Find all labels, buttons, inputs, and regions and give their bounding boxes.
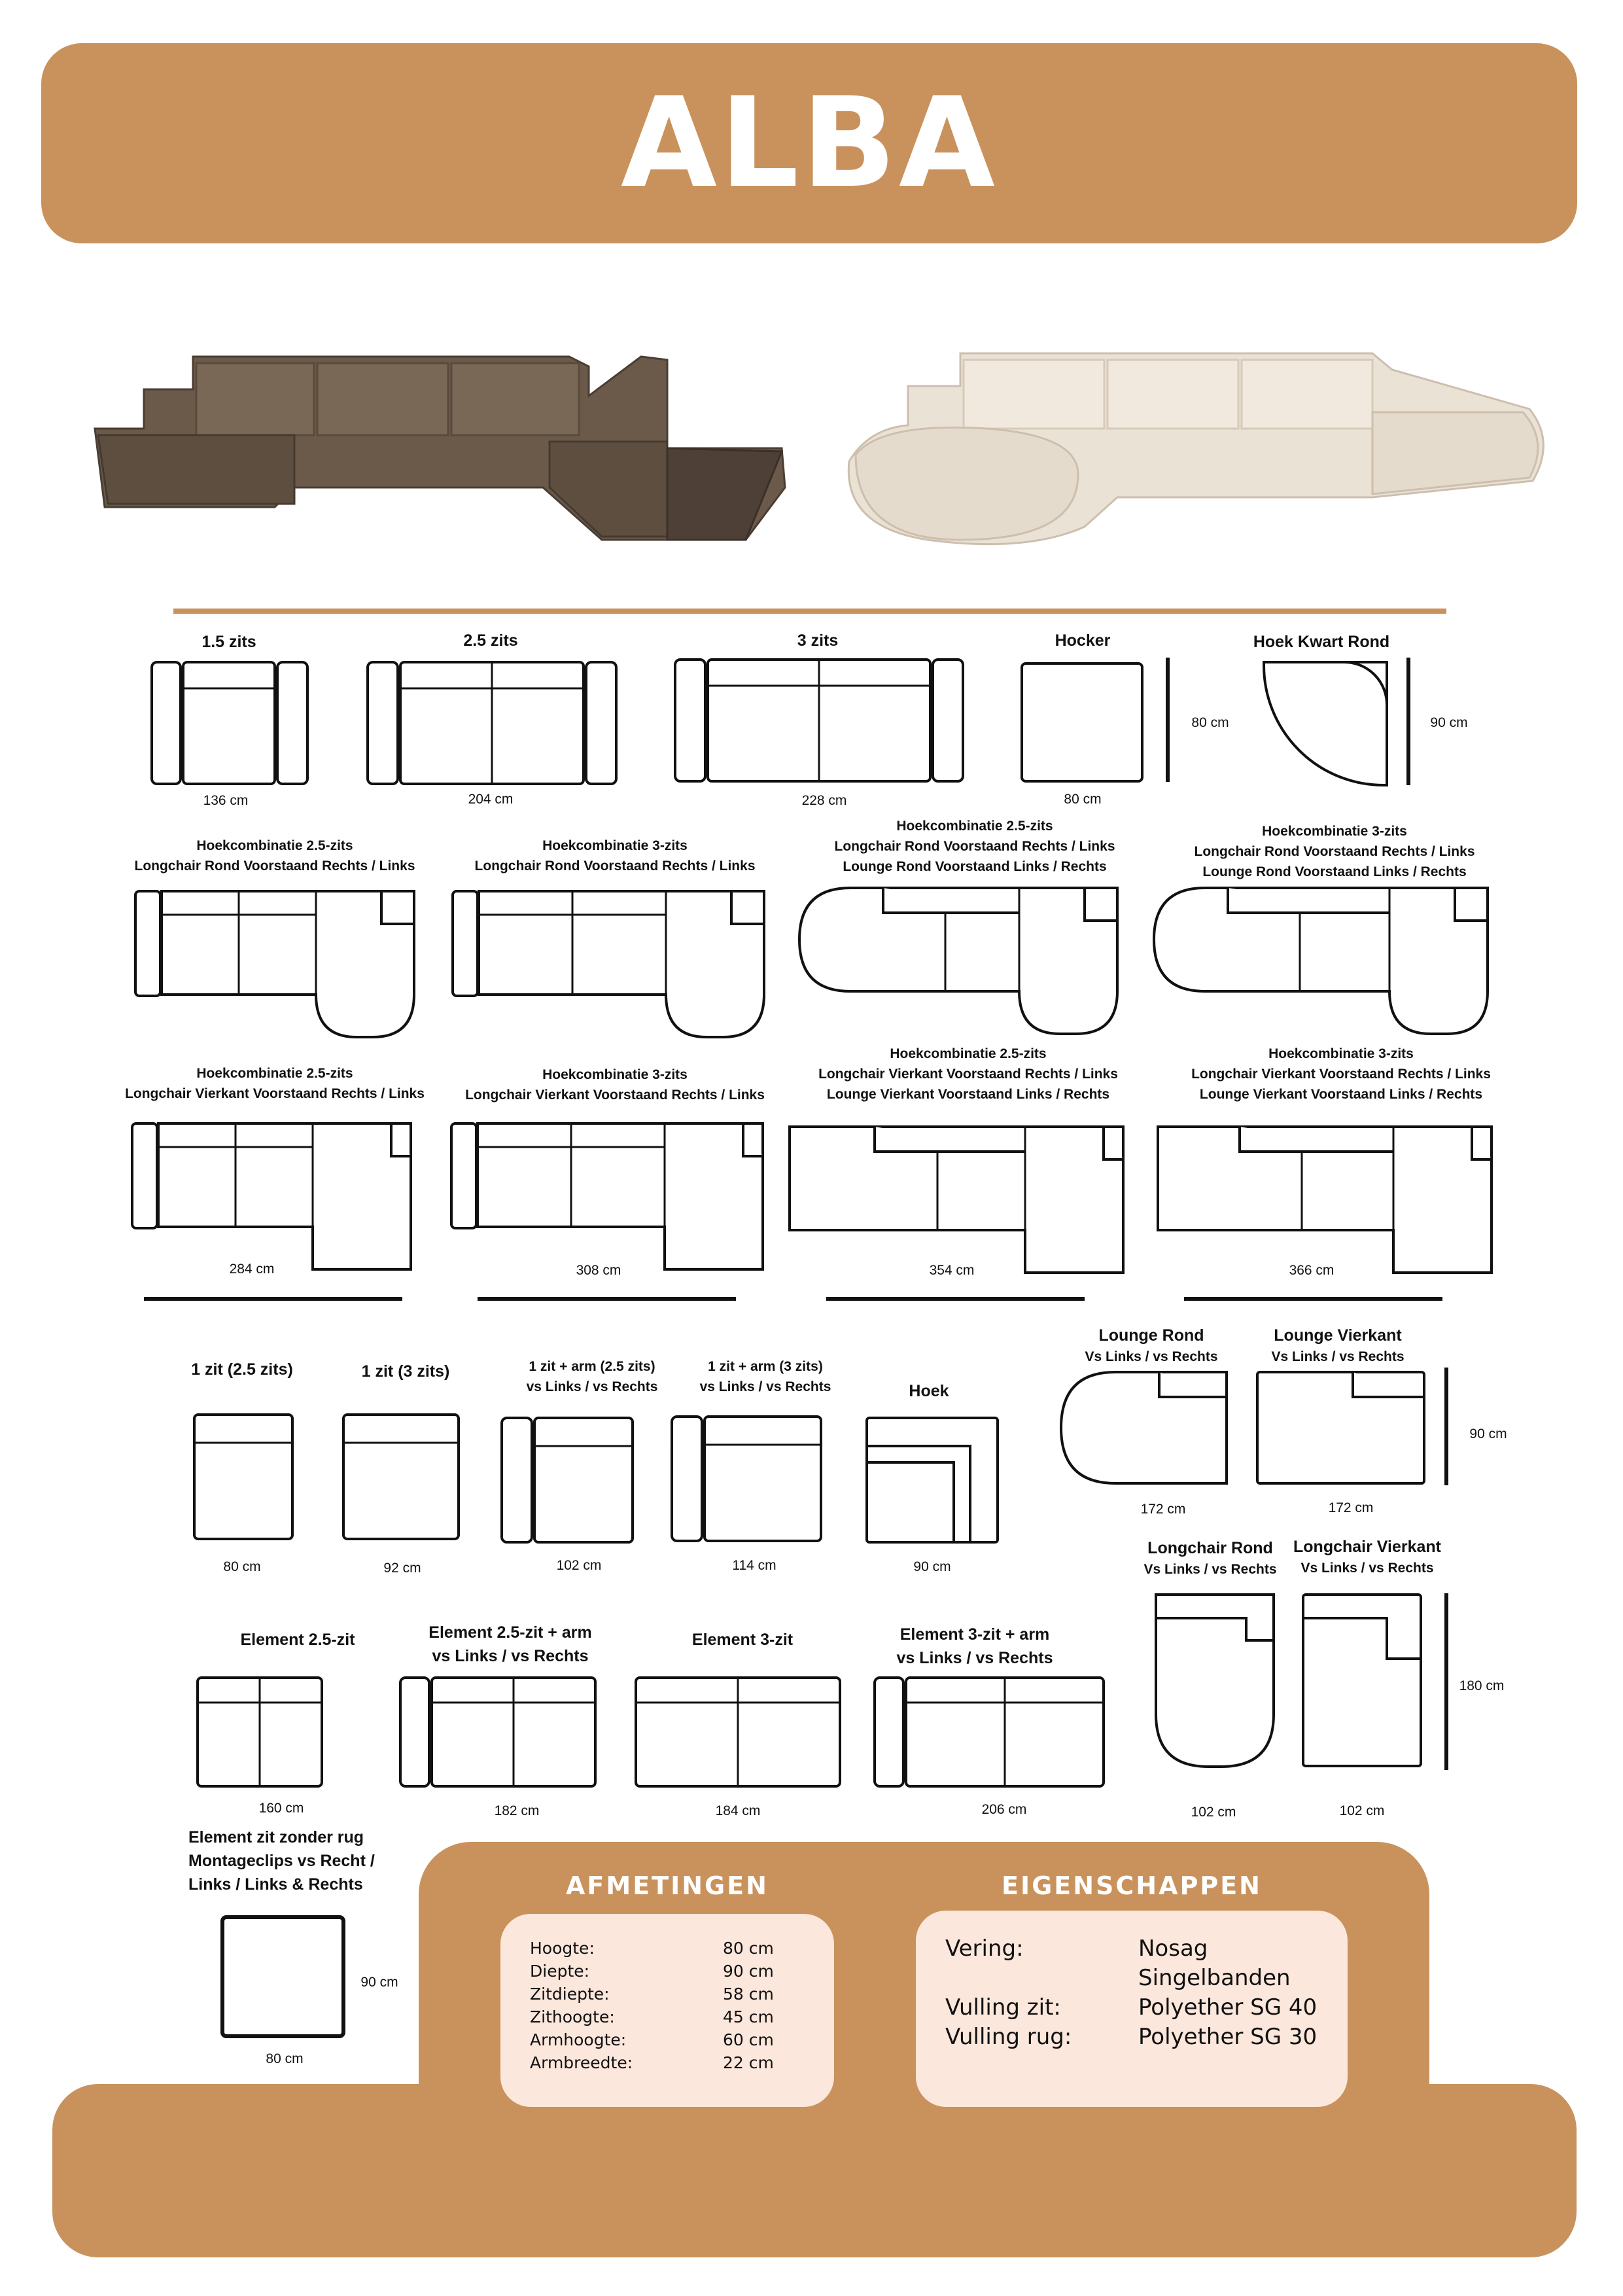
drawing-longchair-vierkant: [1302, 1593, 1426, 1773]
label-lounge-rond-sub: Vs Links / vs Rechts: [1085, 1349, 1218, 1364]
dim-hocker-depth: 80 cm: [1191, 715, 1229, 730]
label-element-2-5-arm: Element 2.5-zit + arm vs Links / vs Rechts: [428, 1623, 592, 1665]
eig-key-vering: Vering:: [945, 1935, 1024, 1962]
afm-val-zitdiepte: 58 cm: [723, 1985, 774, 2004]
label-element-3: Element 3-zit: [691, 1631, 794, 1649]
drawing-1-zit-2-5: [193, 1413, 298, 1544]
afm-val-diepte: 90 cm: [723, 1962, 774, 1981]
label-longchair-rond: Longchair Rond: [1147, 1539, 1273, 1557]
dimension-bar-284: [144, 1297, 402, 1301]
dim-160: 160 cm: [258, 1801, 304, 1816]
title-banner: [41, 43, 1577, 243]
drawing-hoek-3-lounge-vierkant: [1157, 1125, 1497, 1276]
label-row2-a: Hoekcombinatie 2.5-zits Longchair Rond Voorstaand Rechts / Links: [134, 838, 415, 874]
dim-zonder-rug-depth: 90 cm: [360, 1975, 398, 1990]
label-longchair-vierkant: Longchair Vierkant: [1293, 1538, 1441, 1556]
dim-206: 206 cm: [981, 1802, 1027, 1817]
drawing-3-zits: [674, 658, 968, 783]
label-lounge-rond: Lounge Rond: [1098, 1326, 1204, 1345]
afm-key-hoogte: Hoogte:: [530, 1939, 595, 1958]
product-photo-u-sofa: [92, 344, 808, 566]
label-lounge-vierkant: Lounge Vierkant: [1274, 1326, 1402, 1345]
label-row3-c: Hoekcombinatie 2.5-zits Longchair Vierkant Voorstaand Rechts / Links Lounge Vierkant Voorstaand Links / Rechts: [818, 1046, 1118, 1102]
dim-longchair-rond: 102 cm: [1191, 1805, 1236, 1820]
dim-80: 80 cm: [223, 1559, 261, 1574]
afm-val-armbreedte: 22 cm: [723, 2053, 774, 2072]
eig-key-vulling-rug: Vulling rug:: [945, 2024, 1072, 2050]
label-2-5-zits: 2.5 zits: [463, 631, 518, 650]
dim-hoek-90: 90 cm: [913, 1559, 951, 1574]
afm-key-armhoogte: Armhoogte:: [530, 2030, 627, 2049]
dim-308: 308 cm: [576, 1263, 621, 1278]
drawing-hoek-3-longchair-rond: [451, 890, 772, 1040]
drawing-element-zonder-rug: [221, 1916, 349, 2040]
afmetingen-title: AFMETINGEN: [566, 1871, 769, 1900]
dim-366: 366 cm: [1289, 1263, 1335, 1278]
drawing-lounge-vierkant: [1256, 1371, 1429, 1489]
label-row2-b: Hoekcombinatie 3-zits Longchair Rond Voorstaand Rechts / Links: [474, 838, 756, 874]
dimension-bar-308: [478, 1297, 736, 1301]
drawing-hoek-3-longchair-vierkant: [450, 1122, 771, 1273]
drawing-longchair-rond: [1155, 1593, 1279, 1773]
label-element-3-arm: Element 3-zit + arm vs Links / vs Rechts: [896, 1625, 1053, 1667]
eig-val-vering: Nosag: [1138, 1935, 1208, 1962]
label-3-zits: 3 zits: [797, 631, 839, 650]
label-hoek-kwart-rond: Hoek Kwart Rond: [1253, 633, 1390, 651]
dim-lounge-rond: 172 cm: [1140, 1502, 1186, 1517]
dim-lounge-depth: 90 cm: [1469, 1426, 1507, 1441]
label-row3-b: Hoekcombinatie 3-zits Longchair Vierkant Voorstaand Rechts / Links: [465, 1067, 765, 1103]
dim-zonder-rug-width: 80 cm: [266, 2051, 304, 2066]
drawing-hoek-2-5-lounge-vierkant: [788, 1125, 1128, 1276]
label-element-2-5: Element 2.5-zit: [240, 1631, 355, 1649]
label-1-zit-arm-3: 1 zit + arm (3 zits) vs Links / vs Rechts: [699, 1359, 831, 1394]
dim-284: 284 cm: [229, 1262, 275, 1277]
dim-204: 204 cm: [468, 792, 514, 807]
label-hoek: Hoek: [909, 1382, 949, 1400]
dimension-bar-366: [1184, 1297, 1442, 1301]
label-1-zit-2-5: 1 zit (2.5 zits): [191, 1360, 293, 1379]
drawing-lounge-rond: [1060, 1371, 1233, 1489]
eig-val-vulling-zit: Polyether SG 40: [1138, 1994, 1318, 2021]
dim-114: 114 cm: [732, 1558, 777, 1573]
eig-val-singelbanden: Singelbanden: [1138, 1965, 1291, 1991]
label-1-5-zits: 1.5 zits: [201, 633, 256, 651]
label-row2-d: Hoekcombinatie 3-zits Longchair Rond Voorstaand Rechts / Links Lounge Rond Voorstaand Links / Rechts: [1194, 824, 1475, 879]
drawing-1-zit-3: [342, 1413, 463, 1544]
drawing-1-zit-arm-2-5: [500, 1417, 638, 1547]
dim-182: 182 cm: [494, 1803, 540, 1818]
product-photo-lounge-sofa: [829, 344, 1546, 566]
dimension-line-lounge: [1444, 1368, 1448, 1485]
dim-354: 354 cm: [929, 1263, 975, 1278]
dim-136: 136 cm: [203, 793, 249, 808]
dimension-line-hocker: [1166, 658, 1170, 782]
afm-key-diepte: Diepte:: [530, 1962, 590, 1981]
drawing-2-5-zits: [366, 661, 621, 785]
label-1-zit-3: 1 zit (3 zits): [361, 1362, 450, 1381]
eigenschappen-card: [916, 1911, 1348, 2107]
drawing-element-2-5: [196, 1676, 327, 1791]
drawing-hoek: [865, 1417, 1003, 1547]
label-row2-c: Hoekcombinatie 2.5-zits Longchair Rond Voorstaand Rechts / Links Lounge Rond Voorstaand Links / Rechts: [834, 819, 1115, 874]
drawing-element-3: [635, 1676, 844, 1791]
eig-key-vulling-zit: Vulling zit:: [945, 1994, 1061, 2021]
drawing-hoek-kwart-rond: [1263, 661, 1390, 788]
dim-hocker-width: 80 cm: [1064, 792, 1102, 807]
label-1-zit-arm-2-5: 1 zit + arm (2.5 zits) vs Links / vs Rechts: [526, 1359, 658, 1394]
drawing-hocker: [1021, 662, 1145, 784]
dimension-line-longchair: [1444, 1593, 1448, 1770]
drawing-hoek-2-5-longchair-rond: [134, 890, 422, 1040]
eig-val-vulling-rug: Polyether SG 30: [1138, 2024, 1318, 2050]
section-divider: [173, 609, 1446, 614]
afm-key-zitdiepte: Zitdiepte:: [530, 1985, 610, 2004]
drawing-element-2-5-arm: [399, 1676, 602, 1791]
label-hocker: Hocker: [1055, 631, 1111, 650]
dimension-bar-354: [826, 1297, 1085, 1301]
label-longchair-vierkant-sub: Vs Links / vs Rechts: [1300, 1561, 1434, 1576]
eigenschappen-title: EIGENSCHAPPEN: [1002, 1871, 1262, 1900]
afm-key-zithoogte: Zithoogte:: [530, 2007, 615, 2026]
dim-longchair-vierkant: 102 cm: [1339, 1803, 1385, 1818]
dim-184: 184 cm: [715, 1803, 761, 1818]
afm-val-hoogte: 80 cm: [723, 1939, 774, 1958]
afmetingen-card: [500, 1914, 834, 2107]
afm-key-armbreedte: Armbreedte:: [530, 2053, 633, 2072]
label-longchair-rond-sub: Vs Links / vs Rechts: [1143, 1562, 1277, 1577]
drawing-1-zit-arm-3: [671, 1415, 828, 1546]
dim-92: 92 cm: [383, 1561, 421, 1576]
label-lounge-vierkant-sub: Vs Links / vs Rechts: [1271, 1349, 1405, 1364]
page-title: ALBA: [621, 71, 998, 215]
dimension-line-kwart-rond: [1406, 658, 1410, 785]
drawing-1-5-zits: [150, 661, 314, 785]
drawing-hoek-2-5-longchair-vierkant: [131, 1122, 419, 1273]
drawing-hoek-3-lounge-rond: [1153, 887, 1493, 1037]
dim-longchair-length: 180 cm: [1459, 1678, 1505, 1693]
footer-base: [52, 2084, 1577, 2257]
afm-val-zithoogte: 45 cm: [723, 2007, 774, 2026]
label-row3-a: Hoekcombinatie 2.5-zits Longchair Vierkant Voorstaand Rechts / Links: [125, 1066, 425, 1101]
dim-lounge-vierkant: 172 cm: [1328, 1500, 1374, 1515]
drawing-hoek-2-5-lounge-rond: [798, 887, 1125, 1037]
dim-102: 102 cm: [556, 1558, 602, 1573]
afm-val-armhoogte: 60 cm: [723, 2030, 774, 2049]
label-row3-d: Hoekcombinatie 3-zits Longchair Vierkant Voorstaand Rechts / Links Lounge Vierkant Voorstaand Links / Rechts: [1191, 1046, 1491, 1102]
dim-228: 228 cm: [801, 793, 847, 808]
dim-kwart-rond: 90 cm: [1430, 715, 1468, 730]
label-element-zonder-rug: Element zit zonder rug Montageclips vs Recht / Links / Links & Rechts: [188, 1828, 375, 1894]
drawing-element-3-arm: [873, 1676, 1109, 1791]
